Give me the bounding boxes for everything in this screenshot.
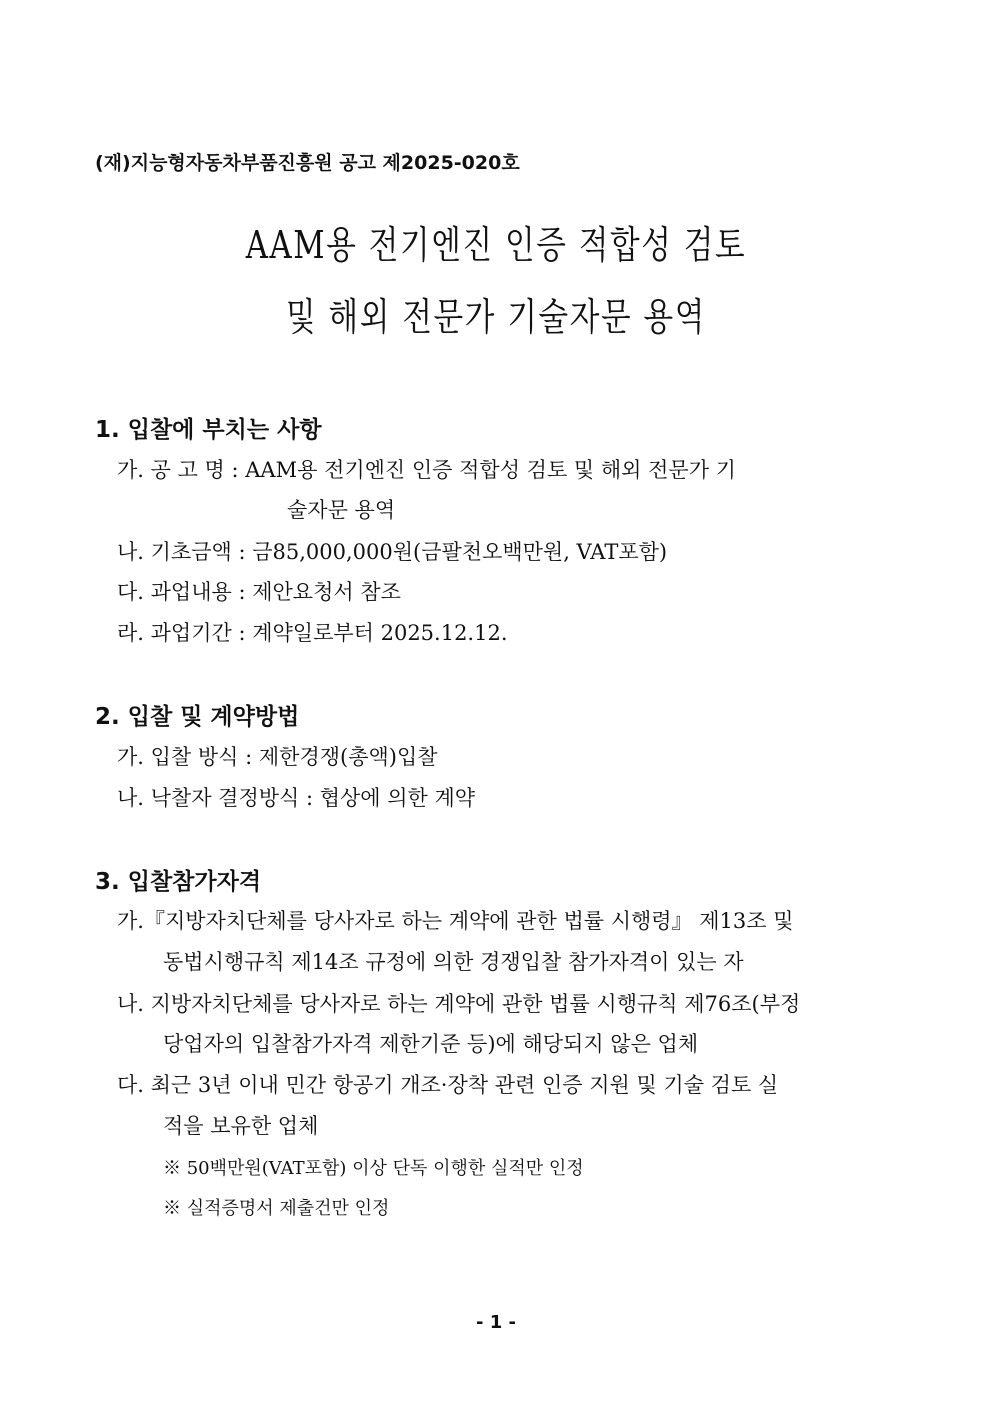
section1-item-a: 가. 공 고 명 : AAM용 전기엔진 인증 적합성 검토 및 해외 전문가 기: [117, 458, 736, 482]
document-title-line1: AAM용 전기엔진 인증 적합성 검토: [245, 223, 747, 267]
section2-item-b: 나. 낙찰자 결정방식 : 협상에 의한 계약: [117, 786, 476, 810]
section1-item-a-cont: 술자문 용역: [287, 498, 396, 522]
section3-note-1: ※ 50백만원(VAT포함) 이상 단독 이행한 실적만 인정: [163, 1158, 584, 1179]
section3-item-c: 다. 최근 3년 이내 민간 항공기 개조·장착 관련 인증 지원 및 기술 검토 실: [117, 1073, 779, 1097]
section3-heading: 3. 입찰참가자격: [95, 869, 262, 895]
notice-number: (재)지능형자동차부품진흥원 공고 제2025-020호: [95, 152, 520, 174]
section3-item-b-cont: 당업자의 입찰참가자격 제한기준 등)에 해당되지 않은 업체: [163, 1032, 699, 1056]
page-number: - 1 -: [476, 1312, 516, 1333]
section3-item-c-cont: 적을 보유한 업체: [163, 1114, 319, 1138]
section1-item-c: 다. 과업내용 : 제안요청서 참조: [117, 580, 401, 604]
document-title-line2: 및 해외 전문가 기술자문 용역: [285, 295, 707, 339]
section2-item-a: 가. 입찰 방식 : 제한경쟁(총액)입찰: [117, 745, 438, 769]
section1-item-b: 나. 기초금액 : 금85,000,000원(금팔천오백만원, VAT포함): [117, 540, 668, 564]
section3-item-a-cont: 동법시행규칙 제14조 규정에 의한 경쟁입찰 참가자격이 있는 자: [163, 950, 744, 974]
section3-item-b: 나. 지방자치단체를 당사자로 하는 계약에 관한 법률 시행규칙 제76조(부정: [117, 992, 801, 1016]
section1-item-d: 라. 과업기간 : 계약일로부터 2025.12.12.: [117, 621, 508, 645]
section1-heading: 1. 입찰에 부치는 사항: [95, 417, 322, 443]
section2-heading: 2. 입찰 및 계약방법: [95, 704, 300, 730]
section3-item-a: 가.『지방자치단체를 당사자로 하는 계약에 관한 법률 시행령』 제13조 및: [117, 909, 794, 933]
section3-note-2: ※ 실적증명서 제출건만 인정: [163, 1198, 390, 1219]
